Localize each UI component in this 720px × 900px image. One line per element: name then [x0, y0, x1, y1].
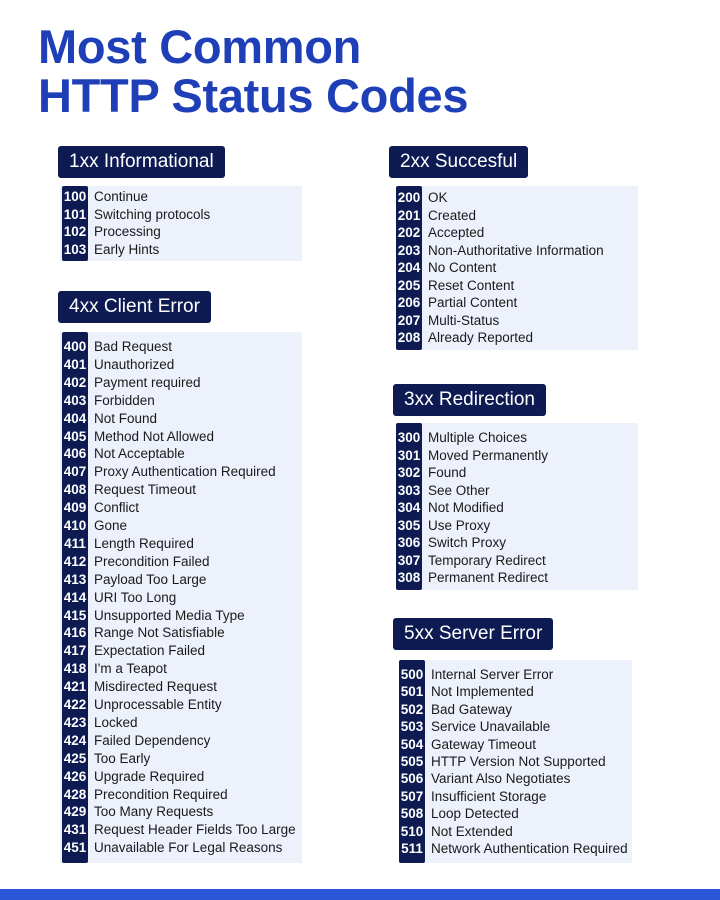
status-code: 511 — [401, 841, 423, 856]
status-code: 429 — [63, 804, 87, 820]
status-label: Unavailable For Legal Reasons — [94, 840, 283, 856]
status-code: 503 — [400, 719, 424, 735]
status-code: 100 — [63, 189, 87, 204]
status-label: Multiple Choices — [428, 430, 528, 445]
status-label: Precondition Required — [94, 786, 228, 802]
status-code: 404 — [63, 410, 87, 426]
status-code: 207 — [397, 312, 421, 328]
status-code: 102 — [63, 224, 87, 240]
status-code: 302 — [397, 465, 421, 480]
status-code: 301 — [397, 447, 421, 463]
status-label: Range Not Satisfiable — [94, 625, 225, 641]
status-code: 510 — [400, 823, 424, 839]
status-code: 400 — [63, 339, 87, 354]
status-label: Not Acceptable — [94, 446, 185, 462]
status-label: Not Modified — [428, 500, 504, 515]
status-label: Service Unavailable — [431, 719, 551, 735]
status-label: Found — [428, 465, 467, 480]
status-label: Upgrade Required — [94, 768, 205, 784]
status-label: URI Too Long — [94, 589, 177, 605]
status-label: Too Many Requests — [94, 804, 214, 820]
section-heading: 2xx Succesful — [389, 146, 528, 178]
status-label: Unauthorized — [94, 356, 175, 372]
status-label: Already Reported — [428, 330, 534, 345]
status-code: 206 — [397, 295, 421, 310]
status-code: 208 — [397, 330, 421, 345]
status-code: 422 — [63, 697, 87, 712]
status-code: 403 — [63, 392, 87, 408]
status-label: See Other — [428, 482, 490, 498]
status-code: 300 — [397, 430, 421, 445]
status-label: Internal Server Error — [431, 667, 554, 682]
status-label: Conflict — [94, 500, 140, 516]
status-code: 500 — [400, 667, 424, 682]
status-label: No Content — [428, 260, 497, 275]
status-label: Non-Authoritative Information — [428, 242, 604, 258]
status-code: 405 — [63, 428, 87, 444]
status-code: 425 — [63, 750, 87, 766]
section-heading: 3xx Redirection — [393, 384, 546, 416]
status-label: Insufficient Storage — [431, 788, 547, 804]
status-code: 412 — [63, 553, 87, 569]
section-server-error — [393, 618, 553, 650]
status-label: Gone — [94, 518, 128, 533]
status-code: 408 — [63, 482, 87, 498]
status-code: 101 — [63, 206, 87, 222]
status-label: Loop Detected — [431, 806, 519, 822]
status-code: 502 — [400, 701, 424, 717]
status-code: 202 — [397, 225, 421, 240]
status-label: Request Timeout — [94, 482, 197, 498]
status-code: 508 — [400, 806, 424, 822]
status-label: Use Proxy — [428, 517, 491, 533]
status-code: 410 — [63, 518, 87, 533]
status-label: Bad Gateway — [431, 701, 513, 717]
section-successful — [389, 146, 528, 178]
status-label: Variant Also Negotiates — [431, 771, 571, 787]
status-code: 501 — [400, 684, 424, 700]
status-label: Proxy Authentication Required — [94, 464, 276, 480]
status-label: Reset Content — [428, 277, 515, 293]
status-label: Unprocessable Entity — [94, 697, 222, 712]
status-code: 409 — [63, 500, 87, 516]
status-code: 421 — [63, 679, 87, 695]
panel-server-error — [399, 660, 632, 863]
status-label: Not Implemented — [431, 684, 534, 700]
status-label: Forbidden — [94, 392, 155, 408]
status-code: 103 — [63, 242, 87, 258]
status-label: Switch Proxy — [428, 535, 507, 550]
status-label: Bad Request — [94, 339, 173, 354]
status-code: 205 — [397, 277, 421, 293]
section-heading: 1xx Informational — [58, 146, 225, 178]
status-code: 203 — [397, 242, 421, 258]
status-code: 406 — [63, 446, 87, 462]
status-label: Continue — [94, 189, 149, 204]
panel-redirection — [396, 423, 638, 590]
status-label: Gateway Timeout — [431, 736, 537, 752]
status-code: 306 — [397, 535, 421, 550]
section-redirection — [393, 384, 546, 416]
status-label: Early Hints — [94, 242, 160, 258]
status-label: Not Found — [94, 410, 158, 426]
status-code: 200 — [397, 190, 421, 205]
status-label: Expectation Failed — [94, 643, 206, 659]
status-label: Method Not Allowed — [94, 428, 215, 444]
status-label: Length Required — [94, 535, 194, 551]
section-client-error — [58, 291, 211, 323]
status-code: 504 — [400, 736, 424, 752]
status-label: Locked — [94, 714, 138, 730]
status-code: 507 — [400, 788, 424, 804]
status-code: 204 — [397, 260, 421, 275]
status-code: 416 — [63, 625, 87, 641]
status-label: Unsupported Media Type — [94, 607, 245, 623]
status-code: 407 — [63, 464, 87, 480]
status-code: 304 — [397, 500, 421, 515]
status-code: 413 — [63, 571, 87, 587]
status-label: Payload Too Large — [94, 571, 207, 587]
section-heading: 5xx Server Error — [393, 618, 553, 650]
status-code: 201 — [397, 207, 421, 223]
section-heading: 4xx Client Error — [58, 291, 211, 323]
status-code: 303 — [397, 482, 421, 498]
status-label: Too Early — [94, 750, 151, 766]
panel-informational — [60, 186, 302, 261]
status-code: 426 — [63, 768, 87, 784]
status-code: 414 — [63, 589, 87, 605]
status-code: 424 — [63, 732, 87, 748]
bottom-accent-bar — [0, 889, 720, 900]
status-label: Permanent Redirect — [428, 570, 549, 585]
panel-successful — [396, 186, 638, 350]
section-informational — [58, 146, 225, 178]
status-code: 308 — [397, 570, 421, 585]
status-label: Network Authentication Required — [431, 841, 628, 856]
status-label: Multi-Status — [428, 312, 500, 328]
status-code: 402 — [63, 374, 87, 390]
title-line-1: Most Common — [38, 20, 362, 73]
status-code: 428 — [63, 786, 87, 802]
status-code: 305 — [397, 517, 421, 533]
page-title — [38, 22, 468, 120]
status-label: Temporary Redirect — [428, 552, 546, 568]
status-code: 505 — [400, 754, 424, 769]
status-code: 417 — [63, 643, 87, 659]
status-code: 401 — [63, 356, 87, 372]
status-code: 415 — [63, 607, 87, 623]
status-label: Precondition Failed — [94, 553, 210, 569]
status-code: 451 — [63, 840, 87, 856]
status-label: HTTP Version Not Supported — [431, 754, 606, 769]
status-code: 418 — [63, 661, 87, 677]
status-code: 411 — [64, 535, 86, 551]
status-code: 431 — [63, 822, 87, 838]
status-label: Failed Dependency — [94, 732, 211, 748]
status-label: I'm a Teapot — [94, 661, 167, 677]
status-label: Misdirected Request — [94, 679, 218, 695]
panel-client-error — [60, 332, 302, 863]
status-label: Request Header Fields Too Large — [94, 822, 296, 838]
status-label: Accepted — [428, 225, 485, 240]
status-label: Not Extended — [431, 823, 513, 839]
status-label: Switching protocols — [94, 206, 211, 222]
status-code: 307 — [397, 552, 421, 568]
status-label: OK — [428, 190, 448, 205]
status-code: 506 — [400, 771, 424, 787]
title-line-2: HTTP Status Codes — [38, 69, 469, 122]
status-label: Processing — [94, 224, 161, 240]
status-label: Moved Permanently — [428, 447, 549, 463]
status-code: 423 — [63, 714, 87, 730]
status-label: Partial Content — [428, 295, 518, 310]
status-label: Created — [428, 207, 477, 223]
status-label: Payment required — [94, 374, 201, 390]
